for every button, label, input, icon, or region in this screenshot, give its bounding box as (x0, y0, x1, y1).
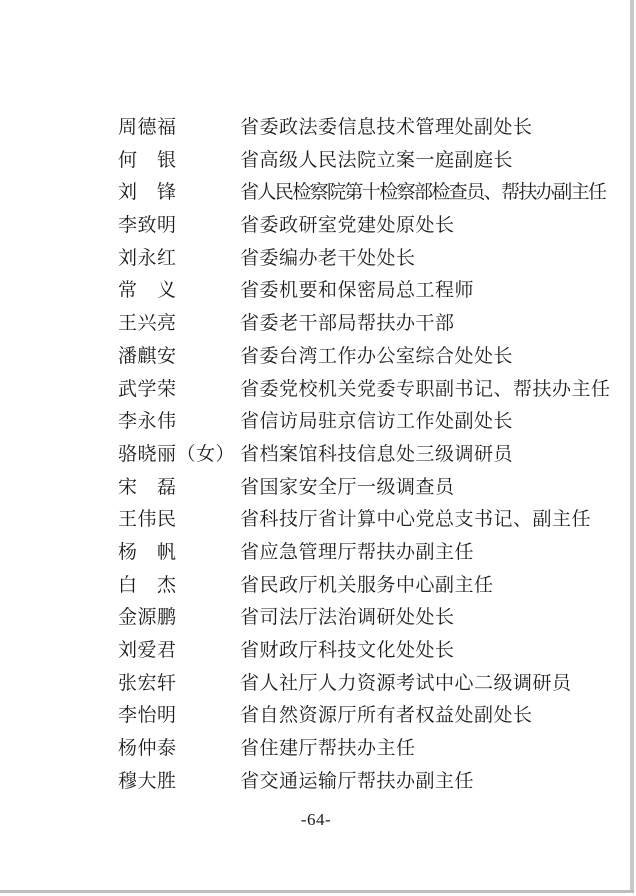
person-name: 武学荣 (118, 378, 177, 400)
person-title: 省委机要和保密局总工程师 (240, 280, 475, 302)
person-title: 省高级人民法院立案一庭副庭长 (240, 149, 514, 171)
person-title: 省财政厅科技文化处处长 (240, 640, 455, 661)
person-name: 李永伟 (118, 411, 177, 433)
person-title: 省住建厅帮扶办主任 (240, 738, 416, 760)
person-name: 潘麒安 (118, 345, 177, 367)
person-name: 常 义 (118, 280, 177, 302)
person-title: 省国家安全厅一级调查员 (240, 476, 455, 498)
person-title: 省交通运输厅帮扶办副主任 (240, 770, 475, 792)
list-item (118, 472, 623, 505)
person-title: 省委政法委信息技术管理处副处长 (240, 117, 533, 138)
person-title: 省委老干部局帮扶办干部 (240, 313, 455, 335)
list-item (118, 700, 623, 733)
list-item (118, 635, 623, 668)
person-title: 省档案馆科技信息处三级调研员 (240, 443, 514, 465)
person-name: 刘 锋 (118, 182, 177, 204)
list-item (118, 537, 623, 570)
person-name: 穆大胜 (118, 770, 177, 792)
person-title: 省人民检察院第十检察部检查员、帮扶办副主任 (240, 182, 606, 204)
person-name: 杨 帆 (118, 541, 177, 563)
person-name: 李致明 (118, 215, 177, 237)
person-title: 省委政研室党建处原处长 (240, 215, 455, 237)
person-title: 省应急管理厅帮扶办副主任 (240, 541, 475, 563)
list-item (118, 439, 623, 472)
person-title: 省委党校机关党委专职副书记、帮扶办主任 (240, 378, 611, 400)
person-name: 王兴亮 (118, 313, 177, 335)
list-item (118, 602, 623, 635)
list-item (118, 570, 623, 603)
person-title: 省信访局驻京信访工作处副处长 (240, 411, 514, 433)
list-item (118, 668, 623, 701)
person-title: 省委编办老干处处长 (240, 247, 416, 269)
person-name: 白 杰 (118, 574, 177, 596)
list-item (118, 145, 623, 178)
list-item (118, 308, 623, 341)
person-title: 省司法厅法治调研处处长 (240, 607, 455, 629)
roster-list (118, 112, 623, 798)
list-item (118, 374, 623, 407)
person-name: 李怡明 (118, 705, 177, 727)
page-number: -64- (300, 810, 332, 829)
person-name: 王伟民 (118, 509, 177, 531)
person-name: 骆晓丽（女） (118, 443, 236, 465)
person-name: 宋 磊 (118, 476, 177, 498)
person-title: 省人社厅人力资源考试中心二级调研员 (240, 672, 572, 694)
person-name: 周德福 (118, 117, 177, 138)
person-title: 省委台湾工作办公室综合处处长 (240, 345, 514, 367)
list-item (118, 733, 623, 766)
list-item (118, 766, 623, 799)
list-item (118, 406, 623, 439)
person-name: 刘爱君 (118, 640, 177, 661)
list-item (118, 243, 623, 276)
person-name: 杨仲泰 (118, 738, 177, 760)
person-title: 省科技厅省计算中心党总支书记、副主任 (240, 509, 592, 531)
person-name: 金源鹏 (118, 607, 177, 629)
list-item (118, 210, 623, 243)
list-item (118, 275, 623, 308)
person-title: 省自然资源厅所有者权益处副处长 (240, 705, 533, 727)
list-item (118, 112, 623, 145)
person-name: 刘永红 (118, 247, 177, 269)
person-name: 张宏轩 (118, 672, 177, 694)
page-edge-bottom (0, 890, 634, 893)
list-item (118, 341, 623, 374)
list-item (118, 504, 623, 537)
person-title: 省民政厅机关服务中心副主任 (240, 574, 494, 596)
list-item (118, 177, 623, 210)
page-edge-right (630, 0, 634, 893)
person-name: 何 银 (118, 149, 177, 171)
